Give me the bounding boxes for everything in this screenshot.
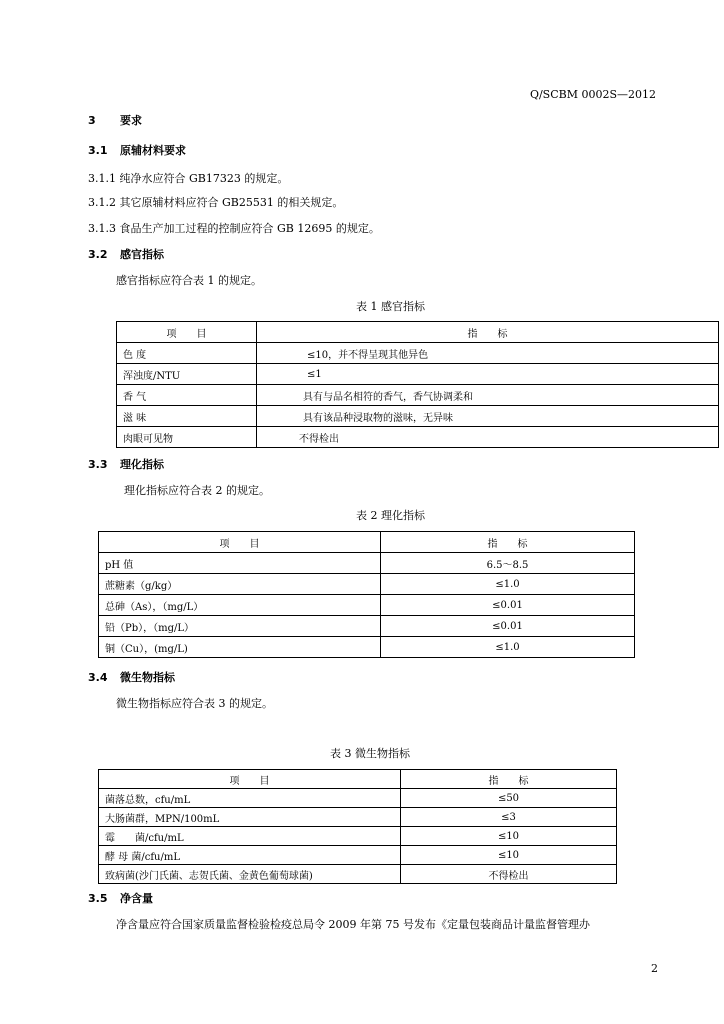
- table-row: [99, 846, 617, 865]
- header-index: 指 标: [401, 770, 617, 789]
- table-row: [117, 406, 719, 427]
- table-header-row: [117, 322, 719, 343]
- paragraph-3-3: 理化指标应符合表 2 的规定。: [124, 484, 270, 497]
- row-value: ≤0.01: [381, 616, 635, 637]
- row-value: 具有与品名相符的香气，香气协调柔和: [257, 385, 719, 406]
- row-item: 大肠菌群，MPN/100mL: [99, 808, 401, 827]
- row-value: ≤50: [401, 789, 617, 808]
- paragraph-3-1-3: 3.1.3 食品生产加工过程的控制应符合 GB 12695 的规定。: [88, 222, 380, 235]
- table-row: [99, 827, 617, 846]
- table-physicochemical: [98, 531, 635, 658]
- row-item: 色 度: [117, 343, 257, 364]
- row-value: ≤0.01: [381, 595, 635, 616]
- row-item: 霉 菌/cfu/mL: [99, 827, 401, 846]
- row-item: 肉眼可见物: [117, 427, 257, 448]
- table-row: [99, 574, 635, 595]
- header-index: 指 标: [257, 322, 719, 343]
- row-item: 蔗糖素（g/kg）: [99, 574, 381, 595]
- table-1-caption: 表 1 感官指标: [356, 300, 425, 313]
- section-3-3-heading: 3.3 理化指标: [88, 458, 164, 471]
- paragraph-3-4: 微生物指标应符合表 3 的规定。: [116, 697, 273, 710]
- header-index: 指 标: [381, 532, 635, 553]
- table-row: [99, 637, 635, 658]
- header-item: 项 目: [117, 322, 257, 343]
- row-item: 滋 味: [117, 406, 257, 427]
- row-item: 总砷（As），（mg/L）: [99, 595, 381, 616]
- paragraph-3-2: 感官指标应符合表 1 的规定。: [116, 274, 262, 287]
- row-value: ≤10，并不得呈现其他异色: [257, 343, 719, 364]
- table-row: [99, 808, 617, 827]
- paragraph-3-1-2: 3.1.2 其它原辅材料应符合 GB25531 的相关规定。: [88, 196, 344, 209]
- section-3-4-heading: 3.4 微生物指标: [88, 671, 175, 684]
- table-row: [117, 427, 719, 448]
- paragraph-3-1-1: 3.1.1 纯净水应符合 GB17323 的规定。: [88, 172, 289, 185]
- paragraph-3-5: 净含量应符合国家质量监督检验检疫总局令 2009 年第 75 号发布《定量包装商品计量监督管理办: [116, 918, 590, 931]
- table-header-row: [99, 770, 617, 789]
- table-row: [99, 865, 617, 884]
- table-3-caption: 表 3 微生物指标: [330, 747, 410, 760]
- document-code: Q/SCBM 0002S—2012: [529, 88, 656, 101]
- row-value: 6.5～8.5: [381, 553, 635, 574]
- table-row: [99, 595, 635, 616]
- page-number: 2: [651, 962, 658, 975]
- table-row: [117, 364, 719, 385]
- row-item: pH 值: [99, 553, 381, 574]
- row-value: ≤10: [401, 827, 617, 846]
- section-3-2-heading: 3.2 感官指标: [88, 248, 164, 261]
- row-value: ≤1: [257, 364, 719, 385]
- row-item: 铅（Pb），（mg/L）: [99, 616, 381, 637]
- table-row: [99, 616, 635, 637]
- row-value: 具有该品种浸取物的滋味，无异味: [257, 406, 719, 427]
- row-item: 致病菌(沙门氏菌、志贺氏菌、金黄色葡萄球菌): [99, 865, 401, 884]
- header-item: 项 目: [99, 532, 381, 553]
- table-row: [117, 385, 719, 406]
- section-3-1-heading: 3.1 原辅材料要求: [88, 144, 186, 157]
- section-3-heading: 3 要求: [88, 114, 142, 127]
- row-item: 铜（Cu），(mg/L): [99, 637, 381, 658]
- row-value: ≤10: [401, 846, 617, 865]
- table-row: [99, 789, 617, 808]
- row-value: ≤1.0: [381, 637, 635, 658]
- row-item: 香 气: [117, 385, 257, 406]
- row-item: 酵 母 菌/cfu/mL: [99, 846, 401, 865]
- table-microbiological: [98, 769, 617, 884]
- table-row: [117, 343, 719, 364]
- row-item: 菌落总数，cfu/mL: [99, 789, 401, 808]
- section-3-5-heading: 3.5 净含量: [88, 892, 153, 905]
- row-item: 浑浊度/NTU: [117, 364, 257, 385]
- table-header-row: [99, 532, 635, 553]
- header-item: 项 目: [99, 770, 401, 789]
- row-value: 不得检出: [401, 865, 617, 884]
- row-value: ≤1.0: [381, 574, 635, 595]
- row-value: ≤3: [401, 808, 617, 827]
- row-value: 不得检出: [257, 427, 719, 448]
- table-row: [99, 553, 635, 574]
- table-2-caption: 表 2 理化指标: [356, 509, 425, 522]
- table-sensory: [116, 321, 719, 448]
